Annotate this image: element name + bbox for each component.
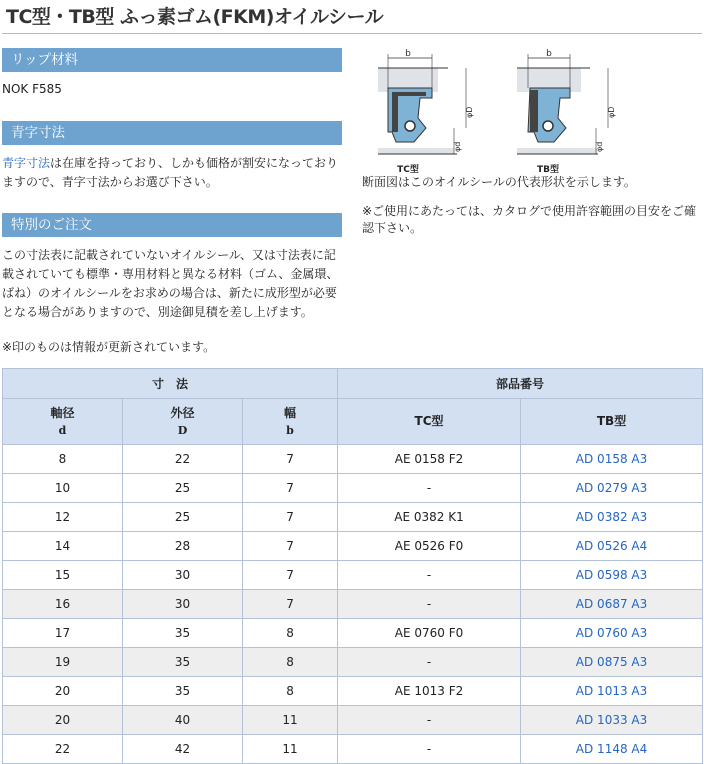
tb-part-number-cell[interactable]: AD 0526 A4	[521, 532, 703, 561]
shaft-diameter-cell: 14	[3, 532, 123, 561]
outer-diameter-cell: 30	[123, 561, 243, 590]
table-row	[3, 648, 703, 677]
outer-diameter-cell: 25	[123, 474, 243, 503]
table-row	[3, 619, 703, 648]
header-outer-diameter: 外径 D	[123, 399, 243, 445]
outer-diameter-cell: 28	[123, 532, 243, 561]
tc-part-number-cell: -	[338, 706, 521, 735]
tc-part-number-cell: -	[338, 474, 521, 503]
outer-diameter-cell: 30	[123, 590, 243, 619]
tc-dim-b-label: b	[405, 49, 411, 59]
table-body	[3, 445, 703, 764]
tc-part-number-cell: -	[338, 561, 521, 590]
outer-diameter-cell: 35	[123, 648, 243, 677]
outer-diameter-cell: 25	[123, 503, 243, 532]
blue-dimensions-body: は在庫を持っており、しかも価格が割安になっておりますので、青字寸法からお選び下さい。	[2, 156, 339, 189]
shaft-diameter-cell: 12	[3, 503, 123, 532]
section-heading-blue-dimensions: 青字寸法	[2, 121, 342, 145]
width-cell: 8	[243, 619, 338, 648]
lip-material-text: NOK F585	[2, 82, 62, 96]
tb-part-number-cell[interactable]: AD 0760 A3	[521, 619, 703, 648]
shaft-diameter-cell: 17	[3, 619, 123, 648]
shaft-diameter-cell: 8	[3, 445, 123, 474]
table-row	[3, 706, 703, 735]
tc-part-number-cell: -	[338, 735, 521, 764]
outer-diameter-cell: 22	[123, 445, 243, 474]
tb-type-label: TB型	[537, 165, 559, 175]
width-cell: 7	[243, 445, 338, 474]
tc-part-number-cell: -	[338, 590, 521, 619]
table-row	[3, 561, 703, 590]
table-row	[3, 590, 703, 619]
shaft-diameter-cell: 20	[3, 677, 123, 706]
outer-diameter-cell: 35	[123, 619, 243, 648]
tb-dim-d-label: φd	[595, 141, 604, 152]
tb-part-number-cell[interactable]: AD 1013 A3	[521, 677, 703, 706]
shaft-diameter-cell: 20	[3, 706, 123, 735]
diagram-caption: 断面図はこのオイルシールの代表形状を示します。	[362, 175, 636, 189]
header-tc-type: TC型	[338, 399, 521, 445]
tb-part-number-cell[interactable]: AD 0598 A3	[521, 561, 703, 590]
width-cell: 7	[243, 590, 338, 619]
width-cell: 7	[243, 474, 338, 503]
tb-part-number-cell[interactable]: AD 1033 A3	[521, 706, 703, 735]
update-note: ※印のものは情報が更新されています。	[2, 340, 216, 354]
width-cell: 7	[243, 503, 338, 532]
tc-part-number-cell[interactable]: AE 1013 F2	[338, 677, 521, 706]
table-row	[3, 445, 703, 474]
tc-part-number-cell[interactable]: AE 0526 F0	[338, 532, 521, 561]
tc-type-label: TC型	[397, 165, 419, 175]
shaft-diameter-cell: 19	[3, 648, 123, 677]
title-divider	[2, 33, 702, 34]
tb-part-number-cell[interactable]: AD 0382 A3	[521, 503, 703, 532]
tb-part-number-cell[interactable]: AD 0875 A3	[521, 648, 703, 677]
tc-part-number-cell: -	[338, 648, 521, 677]
tc-dim-D-label: φD	[465, 106, 474, 118]
tb-part-number-cell[interactable]: AD 1148 A4	[521, 735, 703, 764]
tb-dim-D-label: φD	[607, 106, 616, 118]
width-cell: 7	[243, 532, 338, 561]
usage-note: ※ご使用にあたっては、カタログで使用許容範囲の目安をご確認下さい。	[362, 204, 697, 235]
tc-part-number-cell[interactable]: AE 0382 K1	[338, 503, 521, 532]
width-cell: 8	[243, 648, 338, 677]
header-shaft-diameter: 軸径 d	[3, 399, 123, 445]
header-width: 幅 b	[243, 399, 338, 445]
blue-dimensions-text	[2, 154, 342, 192]
width-cell: 11	[243, 735, 338, 764]
page-title: TC型・TB型 ふっ素ゴム(FKM)オイルシール	[6, 6, 384, 28]
tc-part-number-cell[interactable]: AE 0760 F0	[338, 619, 521, 648]
table-row	[3, 677, 703, 706]
outer-diameter-cell: 42	[123, 735, 243, 764]
shaft-diameter-cell: 22	[3, 735, 123, 764]
width-cell: 8	[243, 677, 338, 706]
tb-dim-b-label: b	[546, 49, 552, 59]
tb-part-number-cell[interactable]: AD 0279 A3	[521, 474, 703, 503]
blue-dimensions-link[interactable]: 青字寸法	[2, 156, 51, 170]
header-part-numbers: 部品番号	[338, 369, 703, 399]
tc-dim-d-label: φd	[453, 141, 462, 152]
shaft-diameter-cell: 15	[3, 561, 123, 590]
table-row	[3, 735, 703, 764]
seal-cross-section-diagram	[362, 48, 632, 176]
spec-table	[2, 368, 703, 764]
width-cell: 11	[243, 706, 338, 735]
header-tb-type: TB型	[521, 399, 703, 445]
header-dimensions: 寸 法	[3, 369, 338, 399]
section-heading-special-order: 特別のご注文	[2, 213, 342, 237]
tc-part-number-cell[interactable]: AE 0158 F2	[338, 445, 521, 474]
table-row	[3, 532, 703, 561]
section-heading-lip-material: リップ材料	[2, 48, 342, 72]
table-row	[3, 503, 703, 532]
shaft-diameter-cell: 10	[3, 474, 123, 503]
special-order-text: この寸法表に記載されていないオイルシール、又は寸法表に記載されていても標準・専用材料と異なる材料（ゴム、金属環、ばね）のオイルシールをお求めの場合は、新たに成形型が必要となる場合がありますので、別途御見積を差し上げます。	[2, 248, 339, 319]
outer-diameter-cell: 40	[123, 706, 243, 735]
width-cell: 7	[243, 561, 338, 590]
table-row	[3, 474, 703, 503]
tb-part-number-cell[interactable]: AD 0687 A3	[521, 590, 703, 619]
shaft-diameter-cell: 16	[3, 590, 123, 619]
tb-part-number-cell[interactable]: AD 0158 A3	[521, 445, 703, 474]
outer-diameter-cell: 35	[123, 677, 243, 706]
